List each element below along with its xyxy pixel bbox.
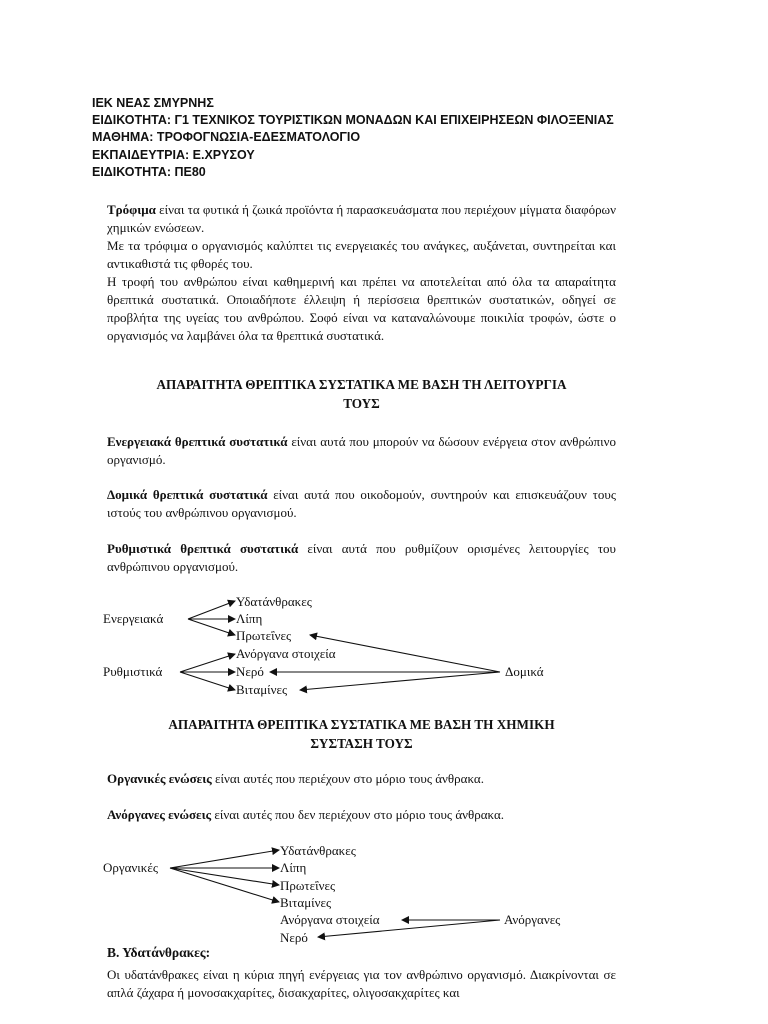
- term-energy-nutrients: Ενεργειακά θρεπτικά συστατικά: [107, 434, 288, 449]
- diagram1-item-fats: Λίπη: [236, 611, 263, 626]
- specialty-line: ΕΙΔΙΚΟΤΗΤΑ: Γ1 ΤΕΧΝΙΚΟΣ ΤΟΥΡΙΣΤΙΚΩΝ ΜΟΝΑΔΩΝ ΚΑΙ ΕΠΙΧΕΙΡΗΣΕΩΝ ΦΙΛΟΞΕΝΙΑΣ: [92, 113, 614, 128]
- school-name: ΙΕΚ ΝΕΑΣ ΣΜΥΡΝΗΣ: [92, 96, 214, 110]
- arrow-energy-to-carbohydrates: [188, 601, 235, 619]
- diagram1-item-minerals: Ανόργανα στοιχεία: [236, 646, 336, 661]
- arrow-energy-to-proteins: [188, 619, 235, 635]
- term-food: Τρόφιμα: [107, 202, 156, 217]
- diagram1-item-proteins: Πρωτεΐνες: [236, 628, 292, 643]
- diagram2-item-water: Νερό: [280, 930, 308, 945]
- inorganic-definition: Ανόργανες ενώσεις είναι αυτές που δεν περιέχουν στο μόριο τους άνθρακα.: [107, 807, 505, 822]
- structural-definition: Δομικά θρεπτικά συστατικά είναι αυτά που οικοδομούν, συντηρούν και επισκευάζουν τους ιστούς του ανθρώπινου οργανισμού.: [107, 487, 616, 520]
- instructor-line: ΕΚΠΑΙΔΕΥΤΡΙΑ: Ε.ΧΡΥΣΟΥ: [92, 147, 255, 162]
- diagram2-item-proteins: Πρωτεΐνες: [280, 878, 336, 893]
- instructor-specialty-line: ΕΙΔΙΚΟΤΗΤΑ: ΠΕ80: [92, 164, 206, 179]
- section-heading-carbohydrates: Β. Υδατάνθρακες:: [107, 945, 211, 960]
- term-organic-compounds: Οργανικές ενώσεις: [107, 771, 212, 786]
- diagram2-item-fats: Λίπη: [280, 860, 307, 875]
- arrow-organic-to-proteins: [170, 868, 279, 885]
- energy-definition: Ενεργειακά θρεπτικά συστατικά είναι αυτά που μπορούν να δώσουν ενέργεια στον ανθρώπινο οργανισμό.: [107, 434, 616, 467]
- section-title-function: ΑΠΑΡΑΙΤΗΤΑ ΘΡΕΠΤΙΚΑ ΣΥΣΤΑΤΙΚΑ ΜΕ ΒΑΣΗ ΤΗ ΛΕΙΤΟΥΡΓΙΑ ΤΟΥΣ: [156, 377, 567, 411]
- arrow-regulatory-to-minerals: [180, 654, 235, 672]
- intro-paragraph-2: Με τα τρόφιμα ο οργανισμός καλύπτει τις ενεργειακές του ανάγκες, αυξάνεται, συντηρείται και αντικαθιστά τις φθορές του.: [107, 238, 616, 271]
- arrow-inorganic-to-water: [318, 920, 500, 937]
- arrow-structural-to-proteins: [310, 635, 500, 672]
- diagram2-inorganic-label: Ανόργανες: [504, 912, 561, 927]
- arrow-organic-to-carbohydrates: [170, 850, 279, 868]
- term-regulatory-nutrients: Ρυθμιστικά θρεπτικά συστατικά: [107, 541, 299, 556]
- diagram2-item-carbohydrates: Υδατάνθρακες: [280, 843, 356, 858]
- diagram1-structural-label: Δομικά: [505, 664, 544, 679]
- diagram1-item-water: Νερό: [236, 664, 264, 679]
- intro-paragraph-1: Τρόφιμα είναι τα φυτικά ή ζωικά προϊόντα ή παρασκευάσματα που περιέχουν μίγματα διαφόρων χημικών ενώσεων.: [107, 202, 616, 235]
- arrow-organic-to-vitamins: [170, 868, 279, 902]
- intro-paragraph-3: Η τροφή του ανθρώπου είναι καθημερινή και πρέπει να αποτελείται από όλα τα απαραίτητα θρεπτικά συστατικά. Οποιαδήποτε έλλειψη ή περίσσεια θρεπτικών συστατικών, οδηγεί σε προβλήτα της υγείας του ανθρώπου. Σοφό είναι να καταναλώνουμε ποικιλία τροφών, ώστε ο οργανισμός να λαμβάνει όλα τα θρεπτικά συστατικά.: [107, 274, 616, 343]
- term-inorganic-compounds: Ανόργανες ενώσεις: [107, 807, 212, 822]
- diagram1-item-vitamins: Βιταμίνες: [236, 682, 288, 697]
- diagram2-item-minerals: Ανόργανα στοιχεία: [280, 912, 380, 927]
- section-title-chemical: ΑΠΑΡΑΙΤΗΤΑ ΘΡΕΠΤΙΚΑ ΣΥΣΤΑΤΙΚΑ ΜΕ ΒΑΣΗ ΤΗ ΧΗΜΙΚΗ ΣΥΣΤΑΣΗ ΤΟΥΣ: [168, 717, 555, 751]
- diagram1-energy-label: Ενεργειακά: [103, 611, 164, 626]
- arrow-regulatory-to-vitamins: [180, 672, 235, 690]
- organic-definition: Οργανικές ενώσεις είναι αυτές που περιέχουν στο μόριο τους άνθρακα.: [107, 771, 484, 786]
- diagram1-item-carbohydrates: Υδατάνθρακες: [236, 594, 312, 609]
- term-structural-nutrients: Δομικά θρεπτικά συστατικά: [107, 487, 268, 502]
- diagram2-item-vitamins: Βιταμίνες: [280, 895, 332, 910]
- arrow-structural-to-vitamins: [300, 672, 500, 690]
- diagram1-regulatory-label: Ρυθμιστικά: [103, 664, 163, 679]
- course-line: ΜΑΘΗΜΑ: ΤΡΟΦΟΓΝΩΣΙΑ-ΕΔΕΣΜΑΤΟΛΟΓΙΟ: [92, 130, 361, 145]
- diagram2-organic-label: Οργανικές: [103, 860, 158, 875]
- regulatory-definition: Ρυθμιστικά θρεπτικά συστατικά είναι αυτά που ρυθμίζουν ορισμένες λειτουργίες του ανθρώπινου οργανισμού.: [107, 541, 616, 574]
- carbohydrates-text: Οι υδατάνθρακες είναι η κύρια πηγή ενέργειας για τον ανθρώπινο οργανισμό. Διακρίνονται σε απλά ζάχαρα ή μονοσακχαρίτες, δισακχαρίτες, ολιγοσακχαρίτες και: [107, 967, 616, 1000]
